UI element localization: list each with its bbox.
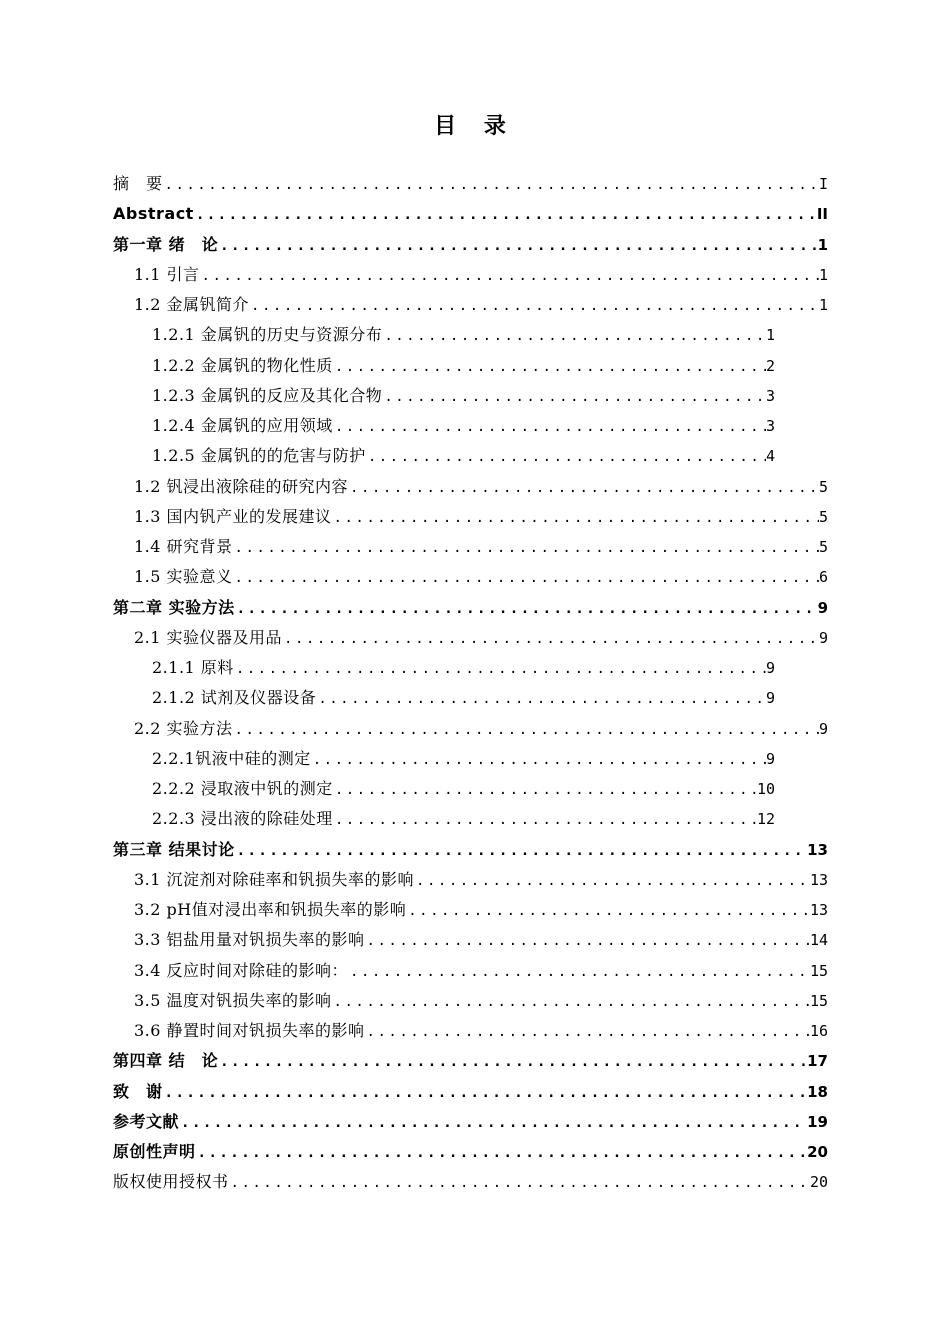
dot-leader [406,901,810,921]
toc-entry[interactable] [134,498,828,528]
dot-leader [348,478,819,498]
toc-entry-label: 1.4 研究背景 [134,537,233,556]
toc-entry-label: 原创性声明 [113,1142,196,1161]
dot-leader [233,720,819,740]
toc-entry-page: 18 [807,1082,828,1101]
toc-entry[interactable] [152,437,775,467]
toc-entry[interactable] [134,558,828,588]
toc-entry[interactable] [113,226,828,256]
toc-entry-label: 3.1 沉淀剂对除硅率和钒损失率的影响 [134,869,415,889]
toc-entry[interactable] [113,1042,828,1072]
toc-entry[interactable] [134,952,828,982]
toc-entry-label: 1.2 金属钒简介 [134,295,250,314]
toc-entry-label: 2.1 实验仪器及用品 [134,627,283,647]
toc-entry[interactable] [134,286,828,316]
toc-entry-label: 第一章 绪 论 [113,234,219,254]
toc-entry-page: 20 [809,1173,828,1192]
toc-entry[interactable] [113,1103,828,1133]
toc-entry-label: 1.2.4 金属钒的应用领域 [152,416,333,435]
toc-entry-label: 1.2.1 金属钒的历史与资源分布 [152,325,383,345]
toc-entry-page: 1 [818,296,828,314]
toc-entry-page: 20 [807,1143,828,1161]
toc-entry[interactable] [134,921,828,951]
toc-entry[interactable] [152,649,775,679]
dot-leader [179,1113,807,1133]
toc-entry[interactable] [152,770,775,800]
toc-entry-label: 1.5 实验意义 [134,567,233,587]
toc-entry-label: 1.2.5 金属钒的的危害与防护 [152,446,366,466]
dot-leader [282,629,819,649]
toc-entry[interactable] [152,740,775,770]
toc-entry-page: 5 [818,477,828,496]
dot-leader [163,1083,808,1103]
toc-entry-page: 9 [818,719,828,738]
toc-entry-page: 9 [765,689,775,708]
toc-entry-label: 2.2.1钒液中硅的测定 [152,748,311,768]
toc-entry-label: 致 谢 [113,1081,163,1101]
dot-leader [333,357,766,377]
toc-entry-page: 3 [765,417,775,435]
toc-entry-label: 2.2 实验方法 [134,718,233,738]
toc-entry[interactable] [134,1012,828,1042]
dot-leader [233,568,819,588]
toc-entry[interactable] [113,1073,828,1103]
toc-entry[interactable] [134,710,828,740]
toc-entry-page: 12 [756,810,775,829]
toc-entry-page: 19 [807,1112,828,1131]
toc-entry-page: 13 [809,901,828,919]
dot-leader [200,266,819,286]
toc-entry-page: 15 [809,961,828,980]
toc-entry-page: 9 [817,598,828,617]
toc-entry[interactable] [113,1163,828,1193]
dot-leader [194,205,817,225]
toc-entry-page: 5 [818,538,828,556]
toc-entry-page: 13 [807,840,828,859]
dot-leader [163,175,819,195]
dot-leader [196,1143,808,1163]
toc-entry[interactable] [134,982,828,1012]
toc-entry-label: 1.2.3 金属钒的反应及其化合物 [152,385,383,405]
toc-entry[interactable] [152,679,775,709]
toc-entry[interactable] [113,1133,828,1163]
dot-leader [333,810,757,830]
dot-leader [382,387,766,407]
toc-entry-label: 第二章 实验方法 [113,597,235,617]
toc-entry-page: 3 [765,386,775,405]
toc-entry[interactable] [134,468,828,498]
toc-entry[interactable] [113,165,828,195]
dot-leader [218,236,817,256]
toc-entry[interactable] [113,589,828,619]
toc-entry-page: 9 [765,749,775,768]
dot-leader [218,1052,807,1072]
dot-leader [249,296,819,316]
dot-leader [332,992,810,1012]
toc-entry[interactable] [134,256,828,286]
toc-entry[interactable] [134,861,828,891]
dot-leader [333,417,766,437]
toc-entry-page: 6 [818,568,828,587]
dot-leader [414,871,810,891]
toc-entry-page: 1 [765,326,775,345]
toc-entry[interactable] [134,891,828,921]
toc-entry-page: 9 [765,659,775,677]
toc-entry[interactable] [113,831,828,861]
toc-entry-page: 13 [809,870,828,889]
toc-entry-label: 3.6 静置时间对钒损失率的影响 [134,1021,365,1040]
toc-entry-label: 2.1.2 试剂及仪器设备 [152,688,317,708]
dot-leader [348,962,810,982]
toc-entry-page: II [816,205,828,224]
toc-entry-label: Abstract [113,204,194,224]
toc-entry-label: 1.3 国内钒产业的发展建议 [134,506,332,526]
toc-entry[interactable] [152,316,775,346]
toc-entry-label: 第三章 结果讨论 [113,839,235,859]
dot-leader [333,780,757,800]
toc-entry-page: I [818,175,828,193]
page-title: 目 录 [434,114,516,139]
dot-leader [332,508,819,528]
toc-entry-label: 3.5 温度对钒损失率的影响 [134,990,332,1010]
toc-entry-label: 2.1.1 原料 [152,658,234,677]
toc-entry-page: 14 [809,931,828,950]
toc-entry-label: 1.2.2 金属钒的物化性质 [152,355,333,375]
dot-leader [311,750,766,770]
toc-entry-label: 摘 要 [113,174,163,193]
toc-entry-label: 3.2 pH值对浸出率和钒损失率的影响 [134,900,407,919]
toc-entry-page: 2 [765,356,775,375]
toc-entry-page: 4 [765,447,775,466]
dot-leader [382,326,766,346]
toc-entry-page: 15 [809,991,828,1010]
toc-entry-label: 3.4 反应时间对除硅的影响： [134,960,349,980]
toc-entry-label: 3.3 铝盐用量对钒损失率的影响 [134,930,365,950]
toc-entry-page: 5 [818,507,828,526]
dot-leader [365,931,810,951]
toc-entry-label: 参考文献 [113,1111,180,1131]
toc-entry[interactable] [152,377,775,407]
toc-entry-page: 9 [818,628,828,647]
toc-entry-page: 17 [807,1052,828,1071]
dot-leader [366,447,766,467]
dot-leader [234,659,766,679]
toc-entry-label: 第四章 结 论 [113,1051,219,1071]
toc-entry-page: 10 [756,780,775,798]
toc-entry-page: 16 [809,1022,828,1040]
toc-entry[interactable] [152,800,775,830]
toc-entry[interactable] [113,195,828,225]
toc-entry-label: 1.2 钒浸出液除硅的研究内容 [134,476,349,496]
toc-entry-page: 1 [818,265,828,284]
toc-entry-label: 2.2.2 浸取液中钒的测定 [152,779,333,798]
toc-entry-page: 1 [817,235,828,254]
toc-entry-label: 2.2.3 浸出液的除硅处理 [152,809,333,829]
dot-leader [235,599,818,619]
toc-entry[interactable] [152,407,775,437]
toc-entry[interactable] [152,347,775,377]
toc-entry-label: 版权使用授权书 [113,1172,229,1192]
toc-entry[interactable] [134,619,828,649]
dot-leader [229,1173,810,1193]
toc-entry[interactable] [134,528,828,558]
dot-leader [365,1022,810,1042]
dot-leader [233,538,819,558]
dot-leader [316,689,766,709]
toc-entry-label: 1.1 引言 [134,264,200,284]
dot-leader [235,841,808,861]
